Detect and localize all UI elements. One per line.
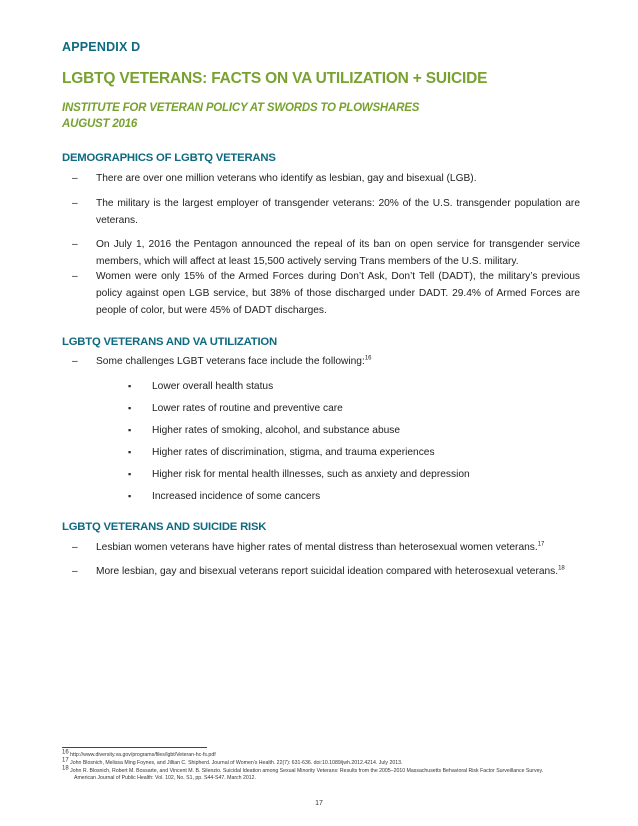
bullet-marker: ▪ — [128, 403, 132, 413]
list-item: – On July 1, 2016 the Pentagon announced the repeal of its ban on open service for transgender service members, which will affect at least 15,500 actively serving Trans members of the U.S. military. — [62, 236, 580, 270]
section-heading-suicide: LGBTQ VETERANS AND SUICIDE RISK — [62, 521, 267, 533]
section-heading-demographics: DEMOGRAPHICS OF LGBTQ VETERANS — [62, 152, 276, 164]
list-item: – There are over one million veterans who identify as lesbian, gay and bisexual (LGB). — [62, 170, 580, 187]
list-item: – Some challenges LGBT veterans face include the following:$^{16}$ — [62, 353, 580, 370]
dash-marker: – — [72, 198, 78, 209]
footnote: $^{16}$ http://www.diversity.va.gov/programs/files/lgbt/Veteran-hc-fs.pdf — [62, 749, 216, 758]
institute-subtitle: INSTITUTE FOR VETERAN POLICY AT SWORDS TO PLOWSHARES — [62, 102, 420, 114]
dash-marker: – — [72, 173, 78, 184]
list-item: – Lesbian women veterans have higher rates of mental distress than heterosexual women veterans.$^{17}$ — [62, 539, 580, 556]
bullet-item: ▪ Lower rates of routine and preventive care — [62, 400, 580, 417]
bullet-item: ▪ Increased incidence of some cancers — [62, 488, 580, 505]
footnote: $^{17}$ John Blosnich, Melissa Ming Foynes, and Jillian C. Shipherd. Journal of Women’s Health. 22(7): 631-636. doi:10.1089/jwh.2012.4214. July 2013. — [62, 757, 403, 766]
dash-marker: – — [72, 542, 78, 553]
bullet-item: ▪ Higher rates of smoking, alcohol, and substance abuse — [62, 422, 580, 439]
footnote: $^{18}$ John R. Blosnich, Robert M. Bossarte, and Vincent M. B. Silenzio. Suicidal Ideation among Sexual Minority Veterans: Results from the 2005–2010 Massachusetts Behavioral Risk Factor Surveillance Survey. American Journal of Public Health: Vol. 102, No. S1, pp. S44-S47. March 2012. — [62, 765, 544, 781]
bullet-marker: ▪ — [128, 425, 132, 435]
bullet-marker: ▪ — [128, 491, 132, 501]
footnote-ref: 18 — [558, 565, 565, 572]
list-item: – Women were only 15% of the Armed Forces during Don’t Ask, Don’t Tell (DADT), the military’s previous policy against open LGB service, but 38% of those discharged under DADT. 29.4% of Armed Forces are people of color, but were 45% of DADT discharges. — [62, 268, 580, 319]
bullet-marker: ▪ — [128, 469, 132, 479]
footnote-divider — [62, 747, 207, 748]
footnote-ref: 16 — [364, 355, 372, 362]
list-item: – The military is the largest employer of transgender veterans: 20% of the U.S. transgender population are veterans. — [62, 195, 580, 229]
list-item: – More lesbian, gay and bisexual veterans report suicidal ideation compared with heterosexual veterans.$^{18}$ — [62, 563, 580, 580]
bullet-item: ▪ Higher risk for mental health illnesses, such as anxiety and depression — [62, 466, 580, 483]
dash-marker: – — [72, 566, 78, 577]
bullet-item: ▪ Higher rates of discrimination, stigma, and trauma experiences — [62, 444, 580, 461]
footnote-ref: 17 — [537, 541, 545, 548]
dash-marker: – — [72, 356, 78, 367]
appendix-label: APPENDIX D — [62, 40, 141, 54]
dash-marker: – — [72, 239, 78, 250]
document-title: LGBTQ VETERANS: FACTS ON VA UTILIZATION + SUICIDE — [62, 70, 488, 87]
section-heading-utilization: LGBTQ VETERANS AND VA UTILIZATION — [62, 336, 277, 348]
page-number: 17 — [315, 800, 323, 807]
bullet-marker: ▪ — [128, 381, 132, 391]
dash-marker: – — [72, 271, 78, 282]
date-subtitle: AUGUST 2016 — [62, 118, 138, 130]
bullet-marker: ▪ — [128, 447, 132, 457]
bullet-item: ▪ Lower overall health status — [62, 378, 580, 395]
